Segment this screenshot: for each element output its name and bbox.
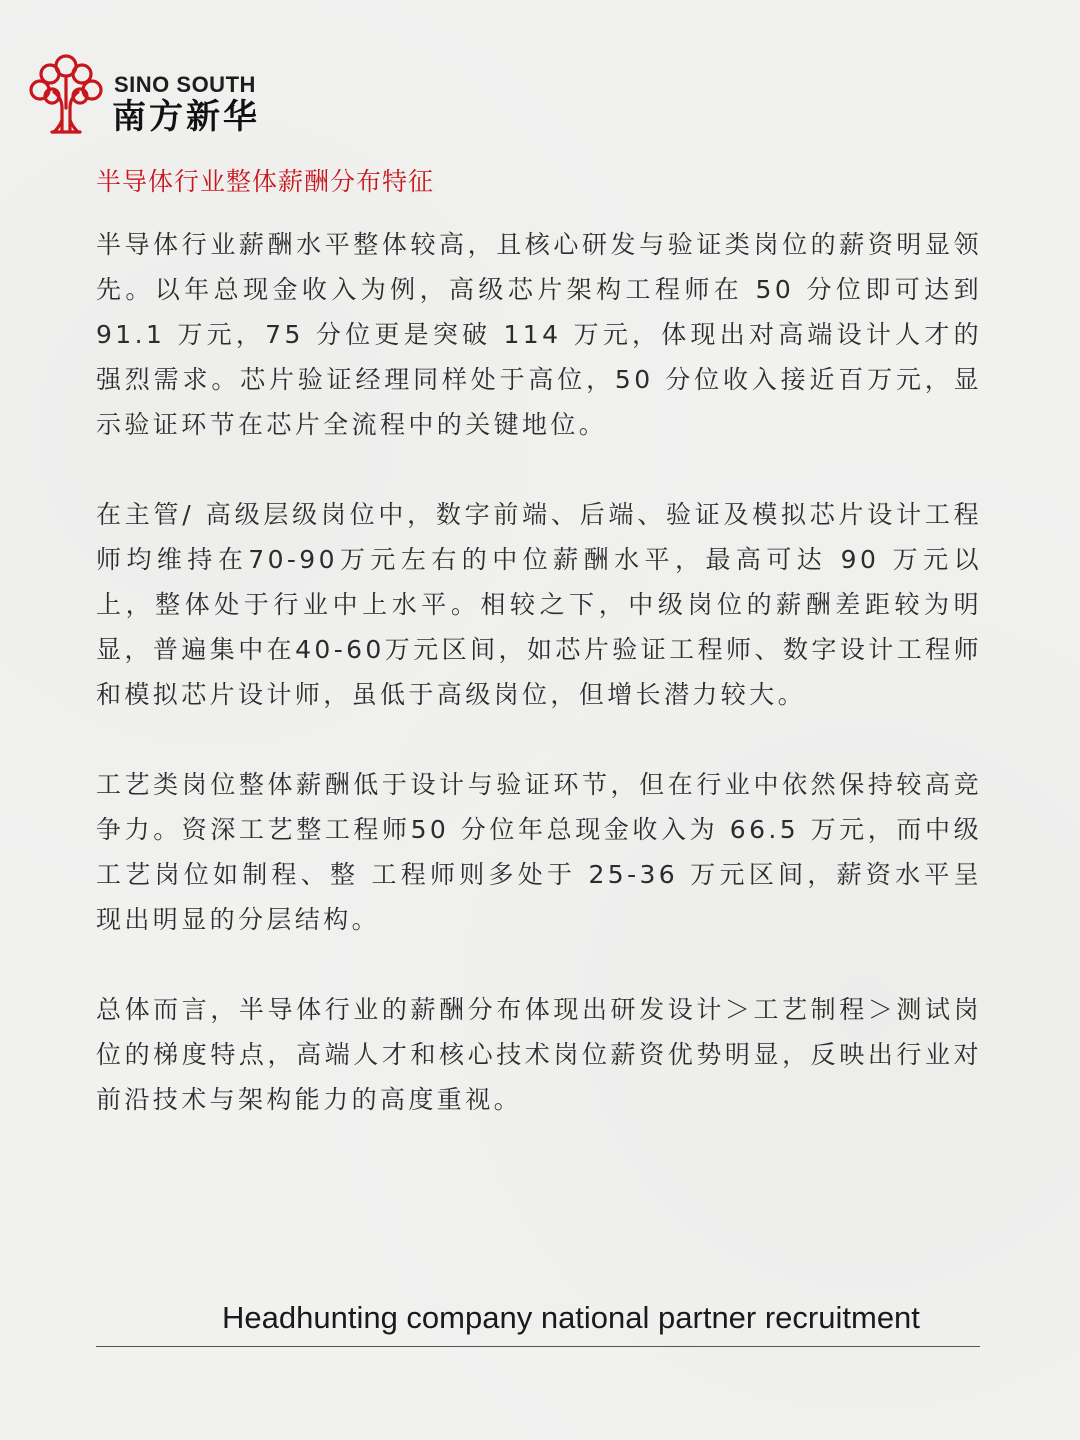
paragraph: 工艺类岗位整体薪酬低于设计与验证环节，但在行业中依然保持较高竞争力。资深工艺整工程师50 分位年总现金收入为 66.5 万元，而中级工艺岗位如制程、整 工程师则多处于 25-36 万元区间，薪资水平呈现出明显的分层结构。 [96, 770, 982, 934]
brand-name-cn: 南方新华 [112, 97, 260, 137]
tree-icon [22, 48, 110, 136]
brand-name-en: SINO SOUTH [114, 72, 256, 97]
footer-divider [96, 1346, 980, 1347]
paragraph: 半导体行业薪酬水平整体较高，且核心研发与验证类岗位的薪资明显领先。以年总现金收入为例，高级芯片架构工程师在 50 分位即可达到 91.1 万元，75 分位更是突破 114 万元，体现出对高端设计人才的强烈需求。芯片验证经理同样处于高位，50 分位收入接近百万元，显示验证环节在芯片全流程中的关键地位。 [96, 230, 982, 439]
paragraph: 总体而言，半导体行业的薪酬分布体现出研发设计＞工艺制程＞测试岗位的梯度特点，高端人才和核心技术岗位薪资优势明显，反映出行业对前沿技术与架构能力的高度重视。 [96, 995, 982, 1114]
brand-logo [22, 48, 262, 140]
article-body [96, 222, 982, 1167]
section-title: 半导体行业整体薪酬分布特征 [96, 167, 435, 196]
footer-tagline: Headhunting company national partner recruitment [222, 1300, 920, 1335]
paragraph: 在主管/ 高级层级岗位中，数字前端、后端、验证及模拟芯片设计工程师均维持在70-90万元左右的中位薪酬水平，最高可达 90 万元以上，整体处于行业中上水平。相较之下，中级岗位的薪酬差距较为明显，普遍集中在40-60万元区间，如芯片验证工程师、数字设计工程师和模拟芯片设计师，虽低于高级岗位，但增长潜力较大。 [96, 500, 982, 709]
